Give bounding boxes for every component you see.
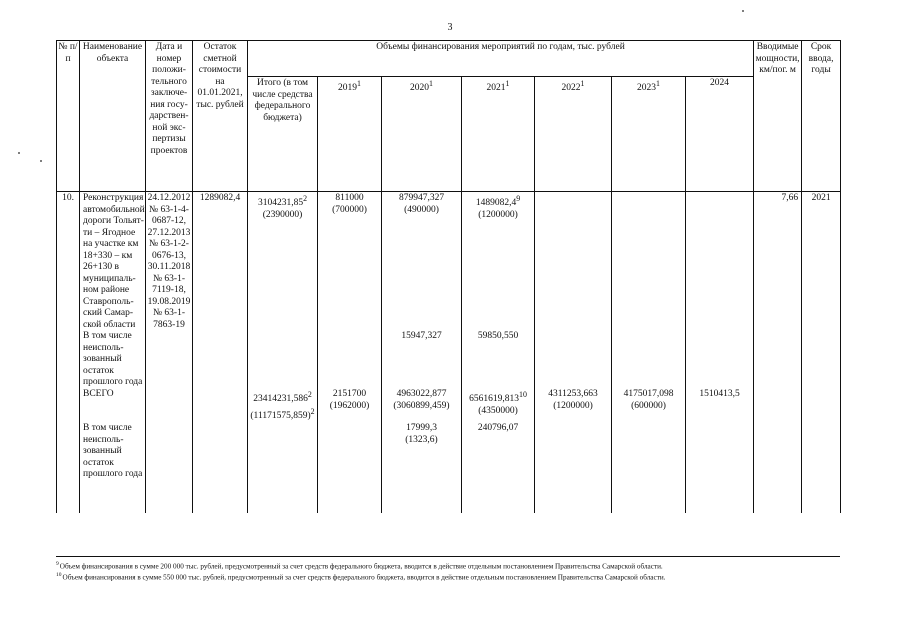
- cell-total-federal: [249, 406, 316, 423]
- cell-name: В том числе неисполь-зованный остаток прошлого года: [80, 423, 146, 513]
- cell-2019: [318, 389, 382, 423]
- cell-total-federal-sup: 2: [310, 406, 315, 416]
- cell-2021: 240796,07: [462, 423, 535, 513]
- cell-2022-value: 4311253,663: [548, 389, 598, 399]
- cell-2021-amount: 1489082,4: [475, 198, 517, 209]
- cell-2021-sup: 9: [516, 194, 521, 203]
- cell-2019: [318, 192, 382, 332]
- header-date: Дата и номер положи-тельного заключе-ния госу-дарствен-ной экс-пертизы проектов: [146, 41, 193, 192]
- cell-total-sup: 2: [307, 390, 312, 399]
- cell-2023-value: 4175017,098: [623, 389, 674, 399]
- cell-2020-federal: (490000): [404, 204, 439, 215]
- cell-2024: [686, 192, 754, 332]
- header-2022-sup: 1: [580, 79, 585, 88]
- cell-capacity: 7,66: [754, 192, 802, 332]
- footnote-text: Объем финансирования в сумме 200 000 тыс. рублей, предусмотренный за счет средств федерального бюджета, вводится в действие отдельным постановлением Правительства Самарской области.: [59, 562, 663, 571]
- header-2023-sup: 1: [656, 79, 660, 88]
- scan-speck: [40, 160, 42, 162]
- header-2021-label: 2021: [486, 83, 506, 94]
- footnote-mark: 9: [56, 561, 59, 567]
- table-row-total: [57, 389, 841, 423]
- cell-2019-federal: (700000): [332, 204, 367, 215]
- cell-2020-value: 879947,327: [398, 193, 445, 203]
- footnote-9: [56, 560, 840, 571]
- header-volumes: Объемы финансирования мероприятий по годам, тыс. рублей: [248, 41, 754, 77]
- header-2019-label: 2019: [338, 83, 358, 94]
- cell-2021: 59850,550: [462, 331, 535, 389]
- cell-2021-value: [463, 193, 533, 210]
- cell-2023: [612, 389, 686, 423]
- cell-2019-federal: (1962000): [329, 400, 370, 411]
- cell-2021-value: [463, 389, 533, 406]
- header-capacity: Вводимые мощности, км/пог. м: [754, 41, 802, 192]
- cell-total-amount: 23414231,586: [253, 394, 308, 405]
- cell-2021: [462, 389, 535, 423]
- cell-total-value: [249, 193, 316, 210]
- cell-remainder: 1289082,4: [193, 192, 248, 332]
- cell-2022-federal: (1200000): [553, 400, 593, 411]
- cell-name: В том числе неисполь-зованный остаток прошлого года: [80, 331, 146, 389]
- cell-total-sup: 2: [303, 194, 308, 203]
- header-name: Наименование объекта: [80, 41, 146, 192]
- cell-2021-amount: 6561619,813: [469, 394, 519, 405]
- cell-2020: [382, 192, 462, 332]
- cell-total-amount: 3104231,85: [257, 198, 304, 209]
- header-term: Срок ввода, годы: [802, 41, 841, 192]
- cell-total-value: [249, 389, 316, 406]
- cell-2021: [462, 192, 535, 332]
- cell-num: 10.: [57, 192, 80, 332]
- cell-2022: [535, 389, 612, 423]
- cell-2020-value: 17999,3: [406, 423, 437, 433]
- footnotes: [56, 556, 840, 583]
- header-2023-label: 2023: [637, 83, 657, 94]
- table-row-unused-remainder: [57, 331, 841, 389]
- cell-2021-federal: (1200000): [478, 209, 518, 220]
- cell-2022: [535, 192, 612, 332]
- header-2020: [382, 77, 462, 192]
- header-2023: [612, 77, 686, 192]
- cell-total: [248, 389, 318, 423]
- header-num: № п/п: [57, 41, 80, 192]
- cell-name: ВСЕГО: [80, 389, 146, 423]
- scan-speck: [742, 10, 744, 12]
- financing-table: [56, 40, 841, 513]
- scan-speck: [18, 152, 20, 154]
- header-remainder: Остаток сметной стоимости на 01.01.2021, тыс. рублей: [193, 41, 248, 192]
- header-2020-sup: 1: [429, 79, 433, 88]
- cell-2019-value: 2151700: [332, 389, 367, 399]
- cell-2021-federal: (4350000): [478, 405, 518, 416]
- footnote-text: Объем финансирования в сумме 550 000 тыс. рублей, предусмотренный за счет средств федерального бюджета, вводится в действие отдельным постановлением Правительства Самарской области.: [62, 573, 666, 582]
- table-row-object-10: [57, 192, 841, 332]
- cell-total-federal: (2390000): [262, 209, 303, 220]
- table-row-total-unused-remainder: [57, 423, 841, 513]
- cell-name: Реконструкция автомобильной дороги Тольят-ти – Ягодное на участке км 18+330 – км 26+130 в муниципаль-ном районе Ставрополь-ский Самар-ской области: [80, 192, 146, 332]
- cell-2020: 15947,327: [382, 331, 462, 389]
- cell-2020-federal: (3060899,459): [393, 400, 450, 411]
- cell-term: 2021: [802, 192, 841, 332]
- cell-2024: 1510413,5: [686, 389, 754, 423]
- header-total: Итого (в том числе средства федерального бюджета): [248, 77, 318, 192]
- header-2021: [462, 77, 535, 192]
- cell-2020-value: 4963022,877: [396, 389, 447, 399]
- cell-2020: [382, 389, 462, 423]
- footnote-10: [56, 571, 840, 582]
- cell-2021-sup: 10: [518, 390, 527, 399]
- header-2019: [318, 77, 382, 192]
- page-number: 3: [447, 22, 453, 33]
- cell-2020-federal: (1323,6): [405, 434, 438, 445]
- header-2024: 2024: [686, 77, 754, 192]
- header-2020-label: 2020: [410, 83, 430, 94]
- cell-total: [248, 192, 318, 332]
- cell-2023: [612, 192, 686, 332]
- cell-2020: [382, 423, 462, 513]
- header-2022: [535, 77, 612, 192]
- header-2019-sup: 1: [357, 79, 361, 88]
- cell-2019-value: 811000: [335, 193, 364, 203]
- cell-date: 24.12.2012 № 63-1-4-0687-12, 27.12.2013 № 63-1-2-0676-13, 30.11.2018 № 63-1-7119-18, 19.08.2019 № 63-1-7863-19: [146, 192, 193, 332]
- header-2021-sup: 1: [505, 79, 510, 88]
- footnote-mark: 10: [56, 572, 62, 579]
- cell-2023-federal: (600000): [631, 400, 666, 411]
- cell-total-federal-amount: (11171575,859): [250, 410, 311, 421]
- header-2022-label: 2022: [561, 83, 581, 94]
